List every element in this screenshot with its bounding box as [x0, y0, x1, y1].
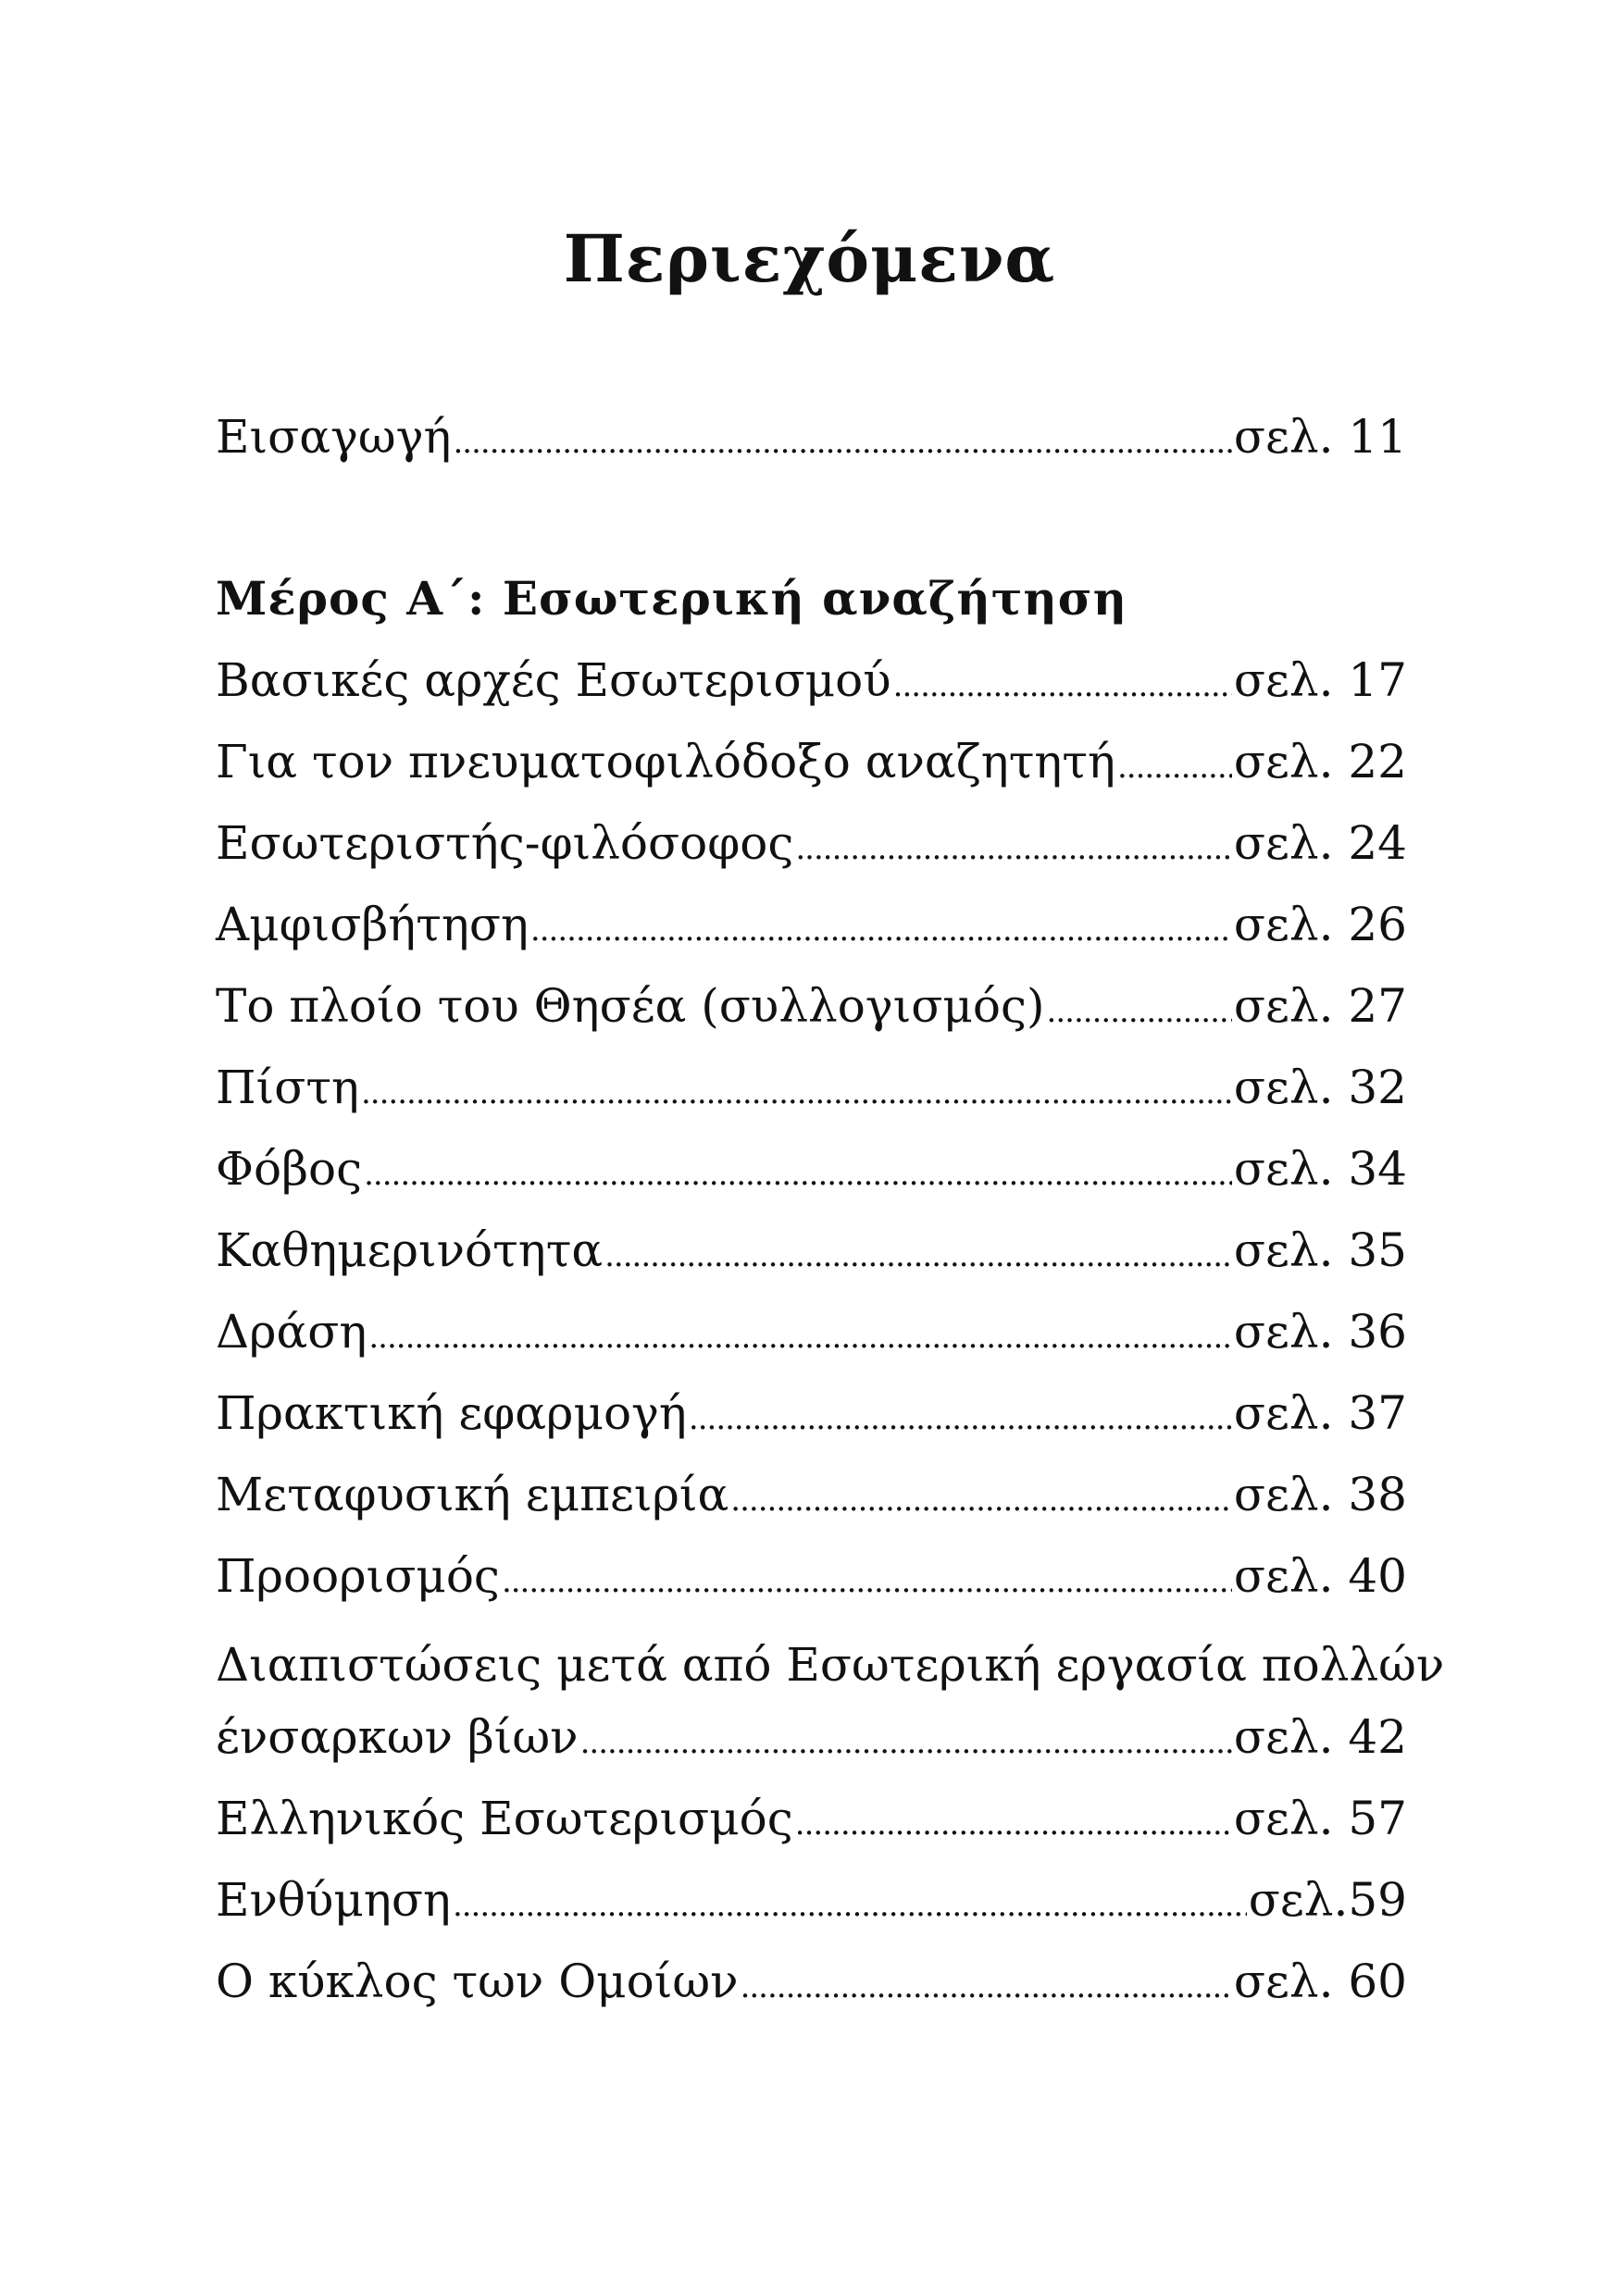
toc-entry — [216, 1136, 1407, 1201]
toc-entry-label: Μεταφυσική εμπειρία — [216, 1468, 729, 1521]
toc-entry-intro — [216, 404, 1407, 469]
toc-entry-label: Φόβος — [216, 1142, 363, 1196]
toc-entry — [216, 1381, 1407, 1446]
toc-entry — [216, 1055, 1407, 1120]
toc-entry-page: σελ. 24 — [1233, 816, 1407, 870]
dot-leader — [453, 1873, 1247, 1938]
toc-entry-label: Ενθύμηση — [216, 1873, 451, 1927]
toc-entry-label: Δράση — [216, 1305, 367, 1359]
toc-entry-label: Βασικές αρχές Εσωτερισμού — [216, 653, 891, 707]
dot-leader — [730, 1468, 1232, 1533]
toc-entry-page: σελ. 34 — [1233, 1142, 1407, 1196]
toc-entry-page: σελ.59 — [1248, 1873, 1407, 1927]
dot-leader — [502, 1549, 1232, 1614]
toc-entry — [216, 1218, 1407, 1283]
toc-entry — [216, 648, 1407, 713]
toc-entry-label: Αμφισβήτηση — [216, 898, 529, 951]
dot-leader — [368, 1305, 1232, 1370]
toc-entry — [216, 811, 1407, 875]
toc-entry-label: Πίστη — [216, 1061, 359, 1114]
dot-leader — [364, 1142, 1232, 1207]
dot-leader — [741, 1955, 1232, 2019]
toc-entry-label: Ο κύκλος των Ομοίων — [216, 1955, 739, 2008]
toc-entry-label: ένσαρκων βίων — [216, 1710, 579, 1764]
dot-leader — [604, 1223, 1232, 1288]
dot-leader — [689, 1386, 1232, 1451]
toc-entry-page: σελ. 27 — [1233, 979, 1407, 1033]
toc-entry-page: σελ. 42 — [1233, 1710, 1407, 1764]
toc-entry-page: σελ. 37 — [1233, 1386, 1407, 1440]
toc-entry — [216, 1544, 1407, 1608]
dot-leader — [530, 898, 1232, 962]
toc-entry-page: σελ. 36 — [1233, 1305, 1407, 1359]
toc-entry — [216, 1949, 1407, 2014]
dot-leader — [454, 410, 1232, 475]
toc-entry-long-line1: Διαπιστώσεις μετά από Εσωτερική εργασία πολλών — [216, 1638, 1445, 1692]
toc-entry-label: Καθημερινότητα — [216, 1223, 604, 1277]
toc-entry-page: σελ. 38 — [1233, 1468, 1407, 1521]
toc-entry — [216, 974, 1407, 1038]
dot-leader — [1047, 979, 1232, 1044]
toc-entry-page: σελ. 26 — [1233, 898, 1407, 951]
toc-entry-page: σελ. 57 — [1233, 1792, 1407, 1845]
toc-entry-label: Το πλοίο του Θησέα (συλλογισμός) — [216, 979, 1045, 1033]
toc-entry-page: σελ. 22 — [1233, 735, 1407, 788]
toc-entry-page: σελ. 60 — [1233, 1955, 1407, 2008]
toc-entry-long-line2 — [216, 1705, 1407, 1769]
toc-entry-page: σελ. 35 — [1233, 1223, 1407, 1277]
toc-entry-page: σελ. 32 — [1233, 1061, 1407, 1114]
toc-entry — [216, 1462, 1407, 1527]
toc-entry-label: Εισαγωγή — [216, 410, 452, 464]
dot-leader — [795, 816, 1231, 881]
toc-entry-label: Προορισμός — [216, 1549, 500, 1603]
toc-entry — [216, 1868, 1407, 1932]
dot-leader — [893, 653, 1232, 718]
toc-entry — [216, 729, 1407, 794]
toc-entry — [216, 1786, 1407, 1851]
toc-entry-label: Πρακτική εφαρμογή — [216, 1386, 687, 1440]
toc-entry-label: Για τον πνευματοφιλόδοξο αναζητητή — [216, 735, 1115, 788]
toc-entry — [216, 892, 1407, 957]
dot-leader — [361, 1061, 1232, 1125]
toc-entry-page: σελ. 17 — [1233, 653, 1407, 707]
toc-entry-label: Ελληνικός Εσωτερισμός — [216, 1792, 793, 1845]
section-heading-part-a: Μέρος Α΄: Εσωτερική αναζήτηση — [216, 571, 1127, 626]
dot-leader — [795, 1792, 1232, 1856]
toc-entry-page: σελ. 40 — [1233, 1549, 1407, 1603]
page-title: Περιεχόμενα — [563, 220, 1056, 297]
toc-entry-label: Εσωτεριστής-φιλόσοφος — [216, 816, 794, 870]
toc-entry-page: σελ. 11 — [1233, 410, 1407, 464]
toc-entry — [216, 1299, 1407, 1364]
dot-leader — [1117, 735, 1232, 800]
dot-leader — [580, 1710, 1232, 1775]
